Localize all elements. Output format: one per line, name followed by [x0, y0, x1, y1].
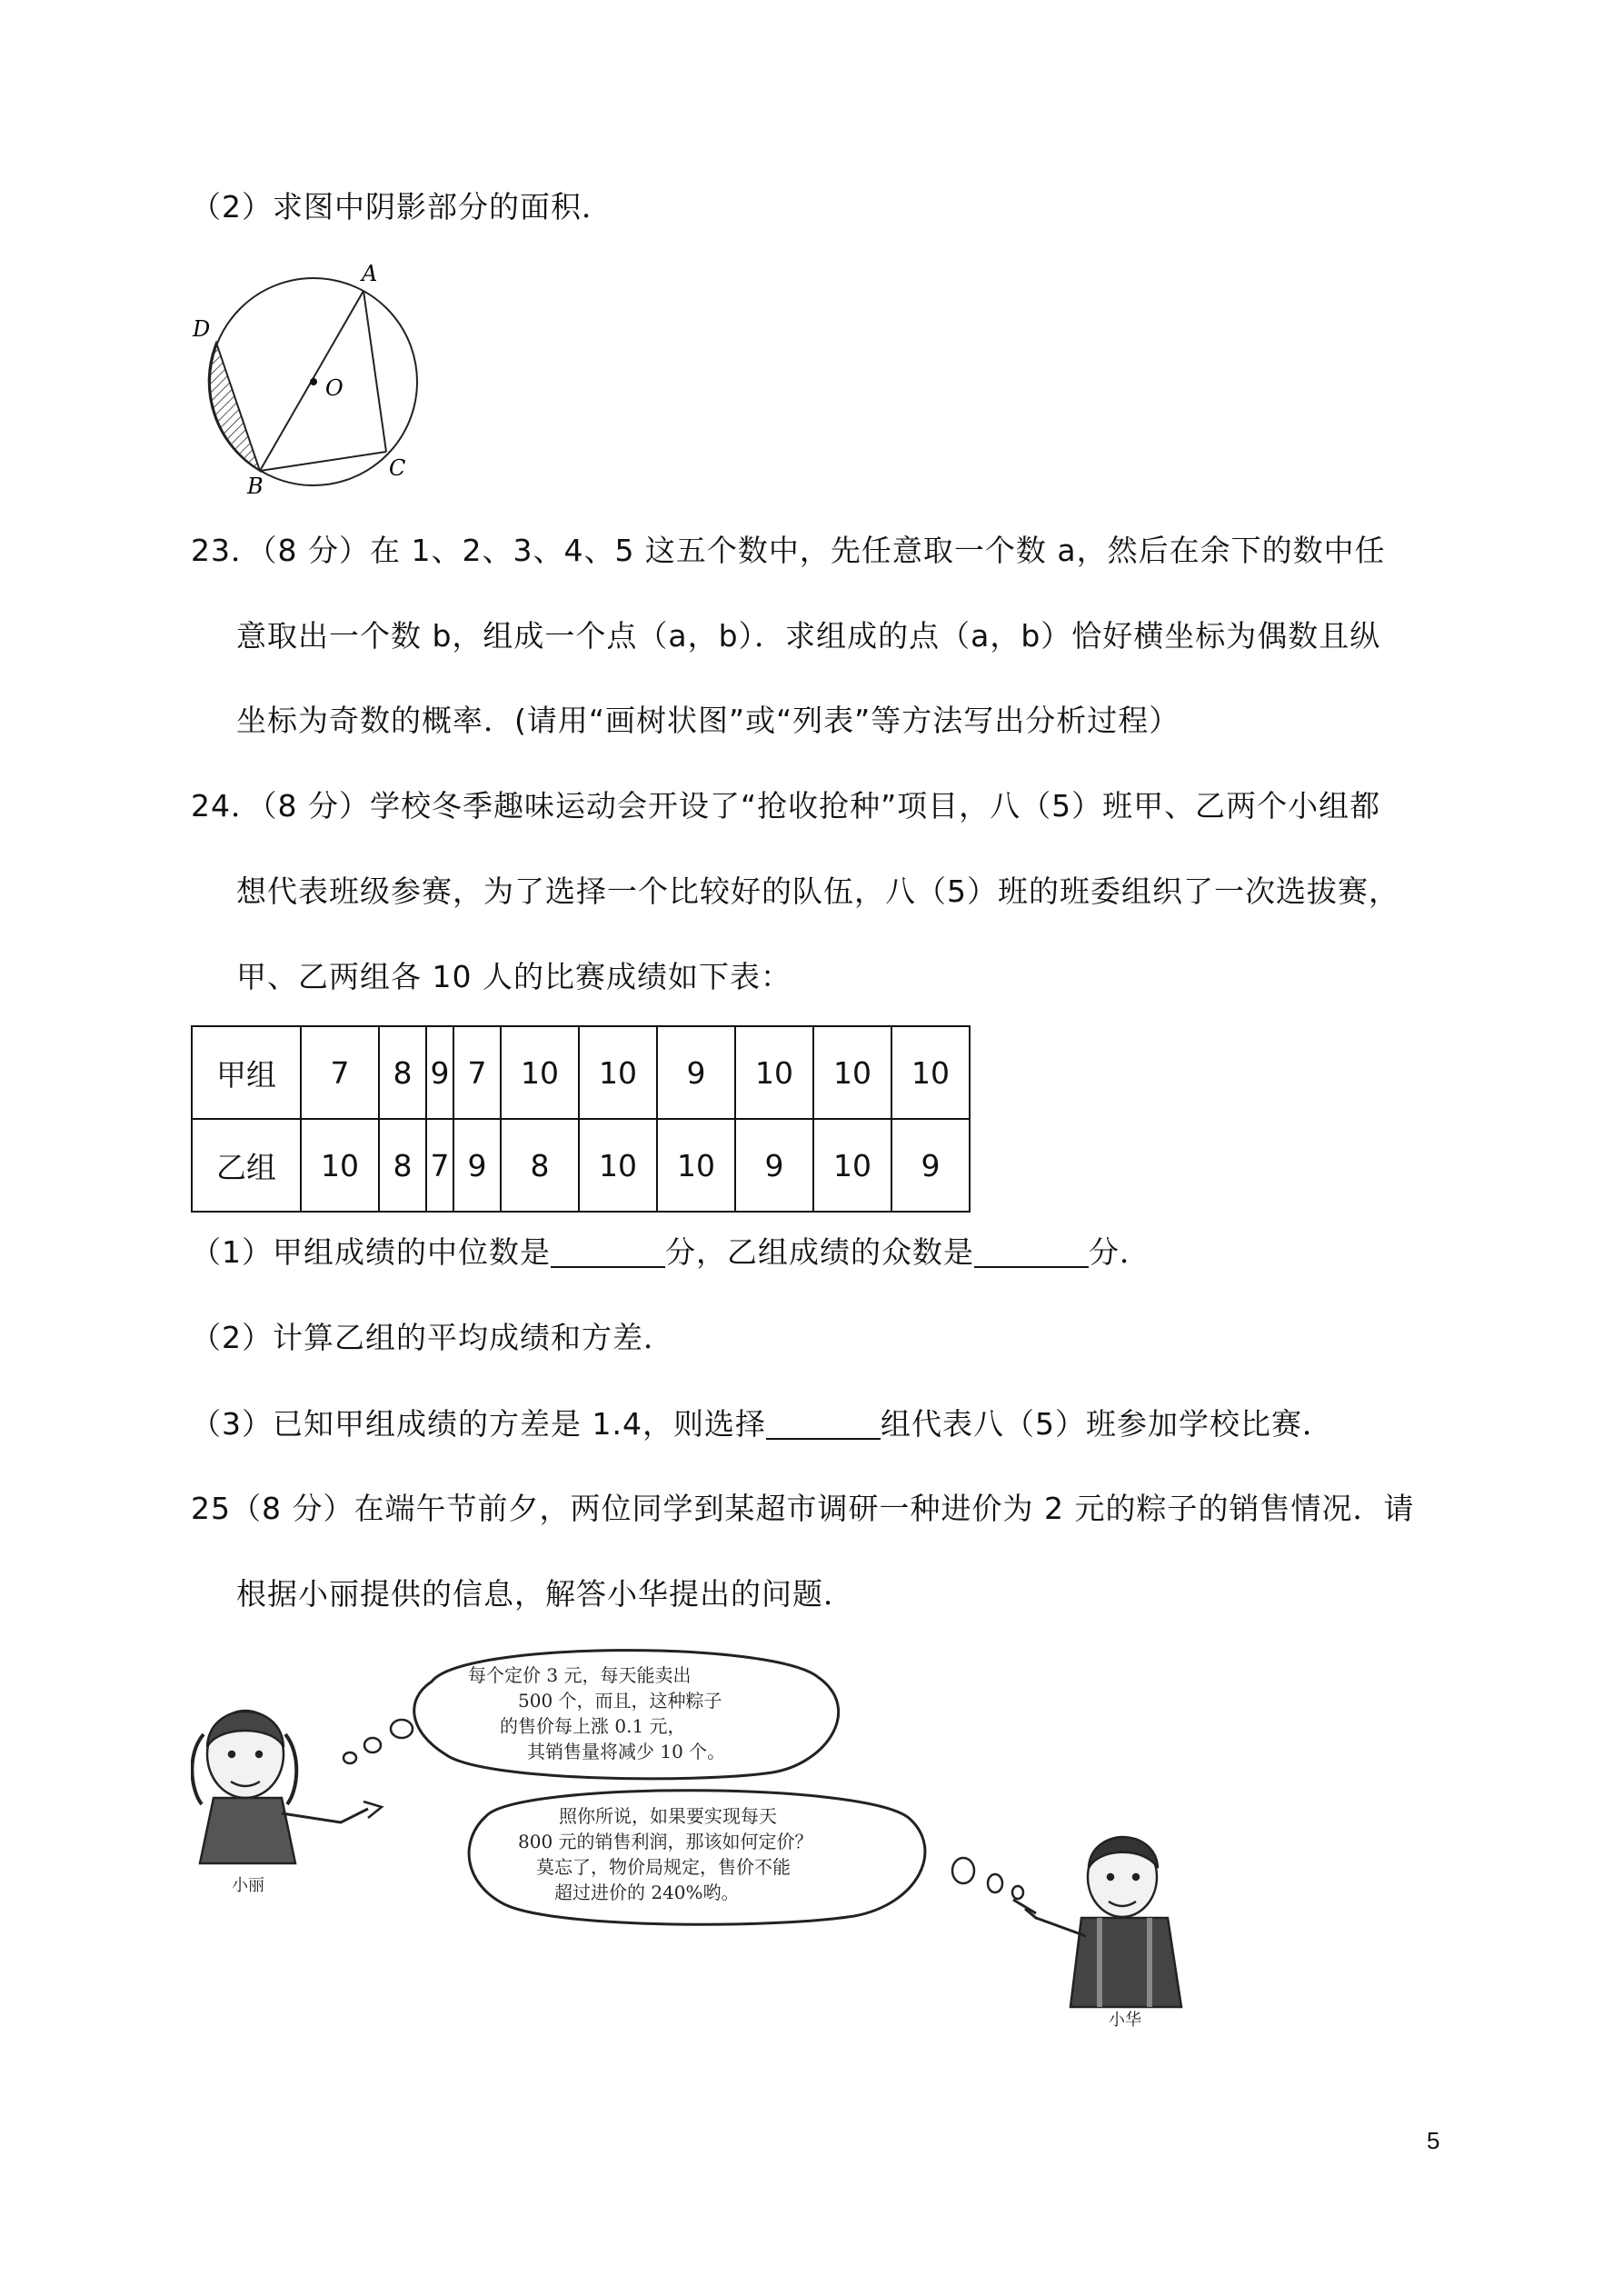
q24-part1-text-a: （1）甲组成绩的中位数是 [191, 1234, 551, 1270]
table-cell: 8 [379, 1119, 426, 1212]
row-label: 甲组 [192, 1026, 301, 1119]
score-table [191, 1025, 971, 1213]
table-cell: 10 [735, 1026, 813, 1119]
page-number: 5 [1427, 2127, 1440, 2154]
bubble-dot [364, 1738, 381, 1752]
bubble1-line1: 每个定价 3 元，每天能卖出 [468, 1664, 692, 1686]
q24-part2: （2）计算乙组的平均成绩和方差． [191, 1320, 674, 1355]
table-row [192, 1026, 970, 1119]
table-cell: 10 [301, 1119, 379, 1212]
table-cell: 10 [813, 1119, 891, 1212]
q24-part3-text-b: 组代表八（5）班参加学校比赛． [880, 1406, 1333, 1442]
bubble2-line1: 照你所说，如果要实现每天 [559, 1805, 777, 1827]
q24-part3-text-a: （3）已知甲组成绩的方差是 1.4，则选择 [191, 1406, 766, 1442]
bubble-dot [344, 1752, 356, 1763]
answer-blank-mode[interactable] [974, 1239, 1089, 1268]
label-A: A [362, 261, 378, 286]
bubble-dot [391, 1720, 413, 1738]
table-cell: 8 [379, 1026, 426, 1119]
table-cell: 8 [501, 1119, 579, 1212]
table-cell: 9 [891, 1119, 970, 1212]
table-cell: 10 [501, 1026, 579, 1119]
q23-line3: 坐标为奇数的概率．(请用“画树状图”或“列表”等方法写出分析过程） [236, 703, 1180, 738]
label-B: B [247, 474, 264, 499]
bubble1-line3: 的售价每上涨 0.1 元， [500, 1715, 686, 1737]
table-cell: 10 [579, 1026, 657, 1119]
center-point [310, 378, 317, 385]
q24-line2: 想代表班级参赛，为了选择一个比较好的队伍，八（5）班的班委组织了一次选拔赛， [236, 873, 1399, 909]
table-cell: 9 [453, 1119, 501, 1212]
row-label: 乙组 [192, 1119, 301, 1212]
table-cell: 9 [657, 1026, 735, 1119]
table-cell: 7 [453, 1026, 501, 1119]
bubble-dot [988, 1874, 1002, 1892]
q23-line1: 23．（8 分）在 1、2、3、4、5 这五个数中，先任意取一个数 a，然后在余下的数中任 [191, 533, 1386, 568]
table-cell: 10 [813, 1026, 891, 1119]
q25-line1: 25（8 分）在端午节前夕，两位同学到某超市调研一种进价为 2 元的粽子的销售情况．请 [191, 1491, 1415, 1526]
q24-line3: 甲、乙两组各 10 人的比赛成绩如下表： [236, 959, 792, 994]
bubble2-line2: 800 元的销售利润，那该如何定价？ [518, 1831, 813, 1852]
q22-part2: （2）求图中阴影部分的面积． [191, 189, 612, 225]
q24-part1-text-c: 分． [1089, 1234, 1150, 1270]
boy-figure [1013, 1837, 1181, 2007]
circle-geometry-figure [191, 259, 436, 500]
bubble-dot [952, 1858, 974, 1883]
table-cell: 7 [426, 1119, 453, 1212]
girl-figure [192, 1711, 382, 1863]
q24-line1: 24．（8 分）学校冬季趣味运动会开设了“抢收抢种”项目，八（5）班甲、乙两个小组都 [191, 788, 1381, 824]
q24-part1 [191, 1234, 1150, 1271]
q24-part1-text-b: 分，乙组成绩的众数是 [665, 1234, 974, 1270]
label-D: D [193, 316, 211, 342]
table-cell: 10 [891, 1026, 970, 1119]
table-cell: 9 [426, 1026, 453, 1119]
bubble2-line4: 超过进价的 240%哟。 [554, 1882, 740, 1903]
chord-AC [363, 291, 386, 452]
answer-blank-group[interactable] [766, 1411, 881, 1440]
bubble-dot [1012, 1886, 1023, 1899]
q23-line2: 意取出一个数 b，组成一个点（a，b）．求组成的点（a，b）恰好横坐标为偶数且纵 [236, 618, 1381, 654]
bubble1-line2: 500 个，而且，这种粽子 [518, 1690, 722, 1712]
table-row [192, 1119, 970, 1212]
bubble1-line4: 其销售量将减少 10 个。 [527, 1741, 726, 1762]
table-cell: 7 [301, 1026, 379, 1119]
cartoon-illustration [191, 1645, 1236, 2027]
answer-blank-median[interactable] [551, 1239, 665, 1268]
table-cell: 10 [579, 1119, 657, 1212]
chord-BC [260, 452, 386, 471]
label-O: O [325, 375, 344, 401]
name-xiaohua: 小华 [1109, 2011, 1141, 2027]
name-xiaoli: 小丽 [232, 1876, 264, 1895]
shaded-region [209, 343, 260, 471]
q24-part3 [191, 1406, 1333, 1442]
bubble2-line3: 莫忘了，物价局规定，售价不能 [536, 1856, 791, 1878]
table-cell: 9 [735, 1119, 813, 1212]
label-C: C [389, 455, 406, 481]
q25-line2: 根据小丽提供的信息，解答小华提出的问题． [236, 1576, 854, 1612]
table-cell: 10 [657, 1119, 735, 1212]
